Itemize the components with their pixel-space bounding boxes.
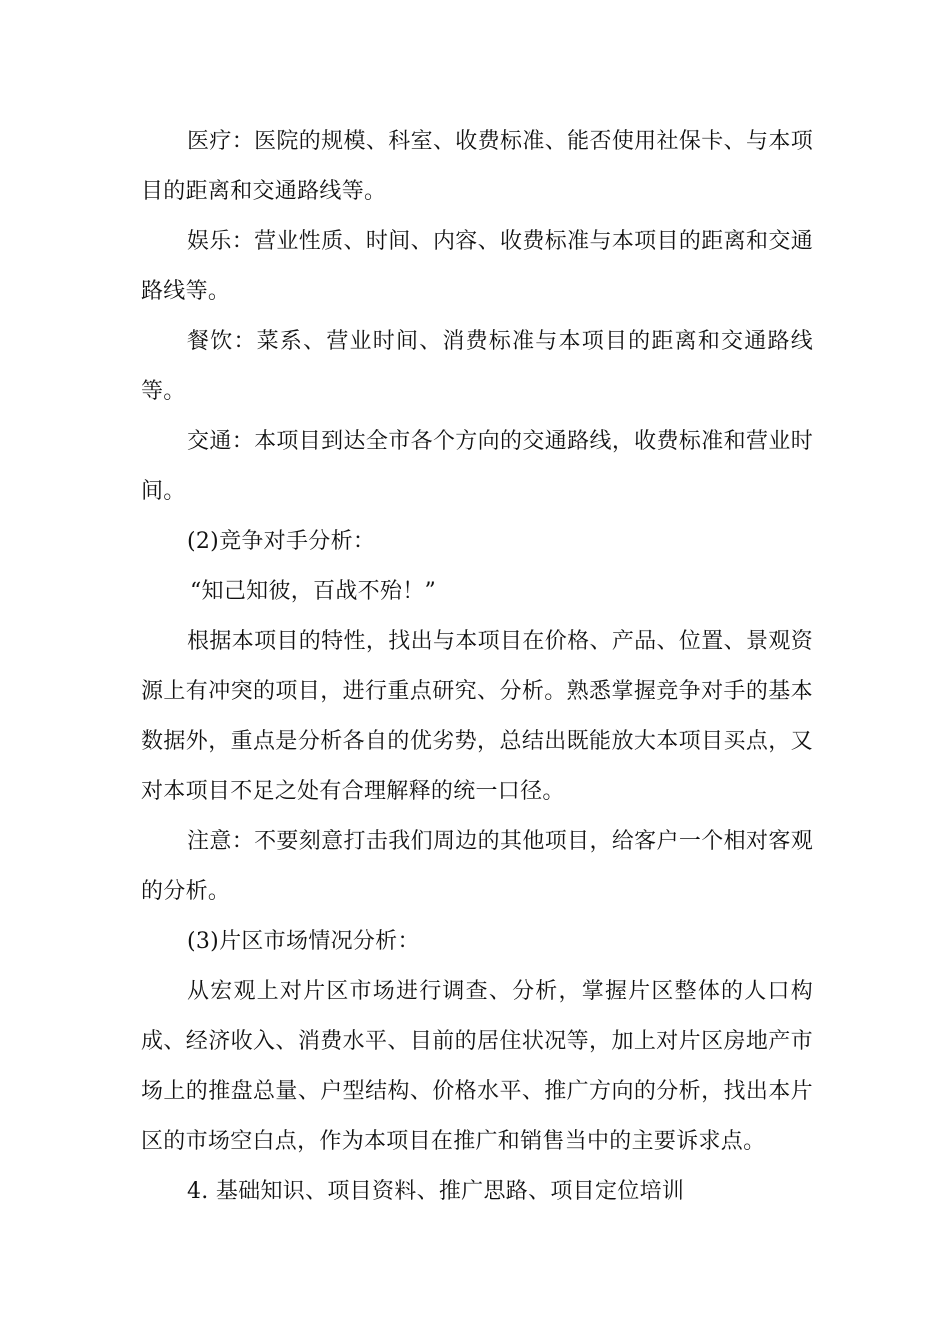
paragraph-note: 注意：不要刻意打击我们周边的其他项目，给客户一个相对客观的分析。 — [141, 829, 813, 904]
section-heading-training: 4. 基础知识、项目资料、推广思路、项目定位培训 — [187, 1179, 685, 1204]
paragraph-transport: 交通：本项目到达全市各个方向的交通路线，收费标准和营业时间。 — [141, 429, 813, 504]
section-heading-competitor-analysis: (2)竞争对手分析： — [187, 529, 376, 554]
paragraph-entertainment: 娱乐：营业性质、时间、内容、收费标准与本项目的距离和交通路线等。 — [141, 229, 813, 304]
quote-line: “知己知彼，百战不殆！” — [190, 579, 437, 604]
paragraph-area-market: 从宏观上对片区市场进行调查、分析，掌握片区整体的人口构成、经济收入、消费水平、目前的居住状况等，加上对片区房地产市场上的推盘总量、户型结构、价格水平、推广方向的分析，找出本片区的市场空白点，作为本项目在推广和销售当中的主要诉求点。 — [141, 979, 813, 1154]
section-heading-area-market: (3)片区市场情况分析： — [187, 929, 420, 954]
paragraph-competitor-analysis: 根据本项目的特性，找出与本项目在价格、产品、位置、景观资源上有冲突的项目，进行重点研究、分析。熟悉掌握竞争对手的基本数据外，重点是分析各自的优劣势，总结出既能放大本项目买点，又对本项目不足之处有合理解释的统一口径。 — [141, 629, 813, 804]
paragraph-dining: 餐饮：菜系、营业时间、消费标准与本项目的距离和交通路线等。 — [141, 329, 813, 404]
paragraph-medical: 医疗：医院的规模、科室、收费标准、能否使用社保卡、与本项目的距离和交通路线等。 — [141, 129, 813, 204]
